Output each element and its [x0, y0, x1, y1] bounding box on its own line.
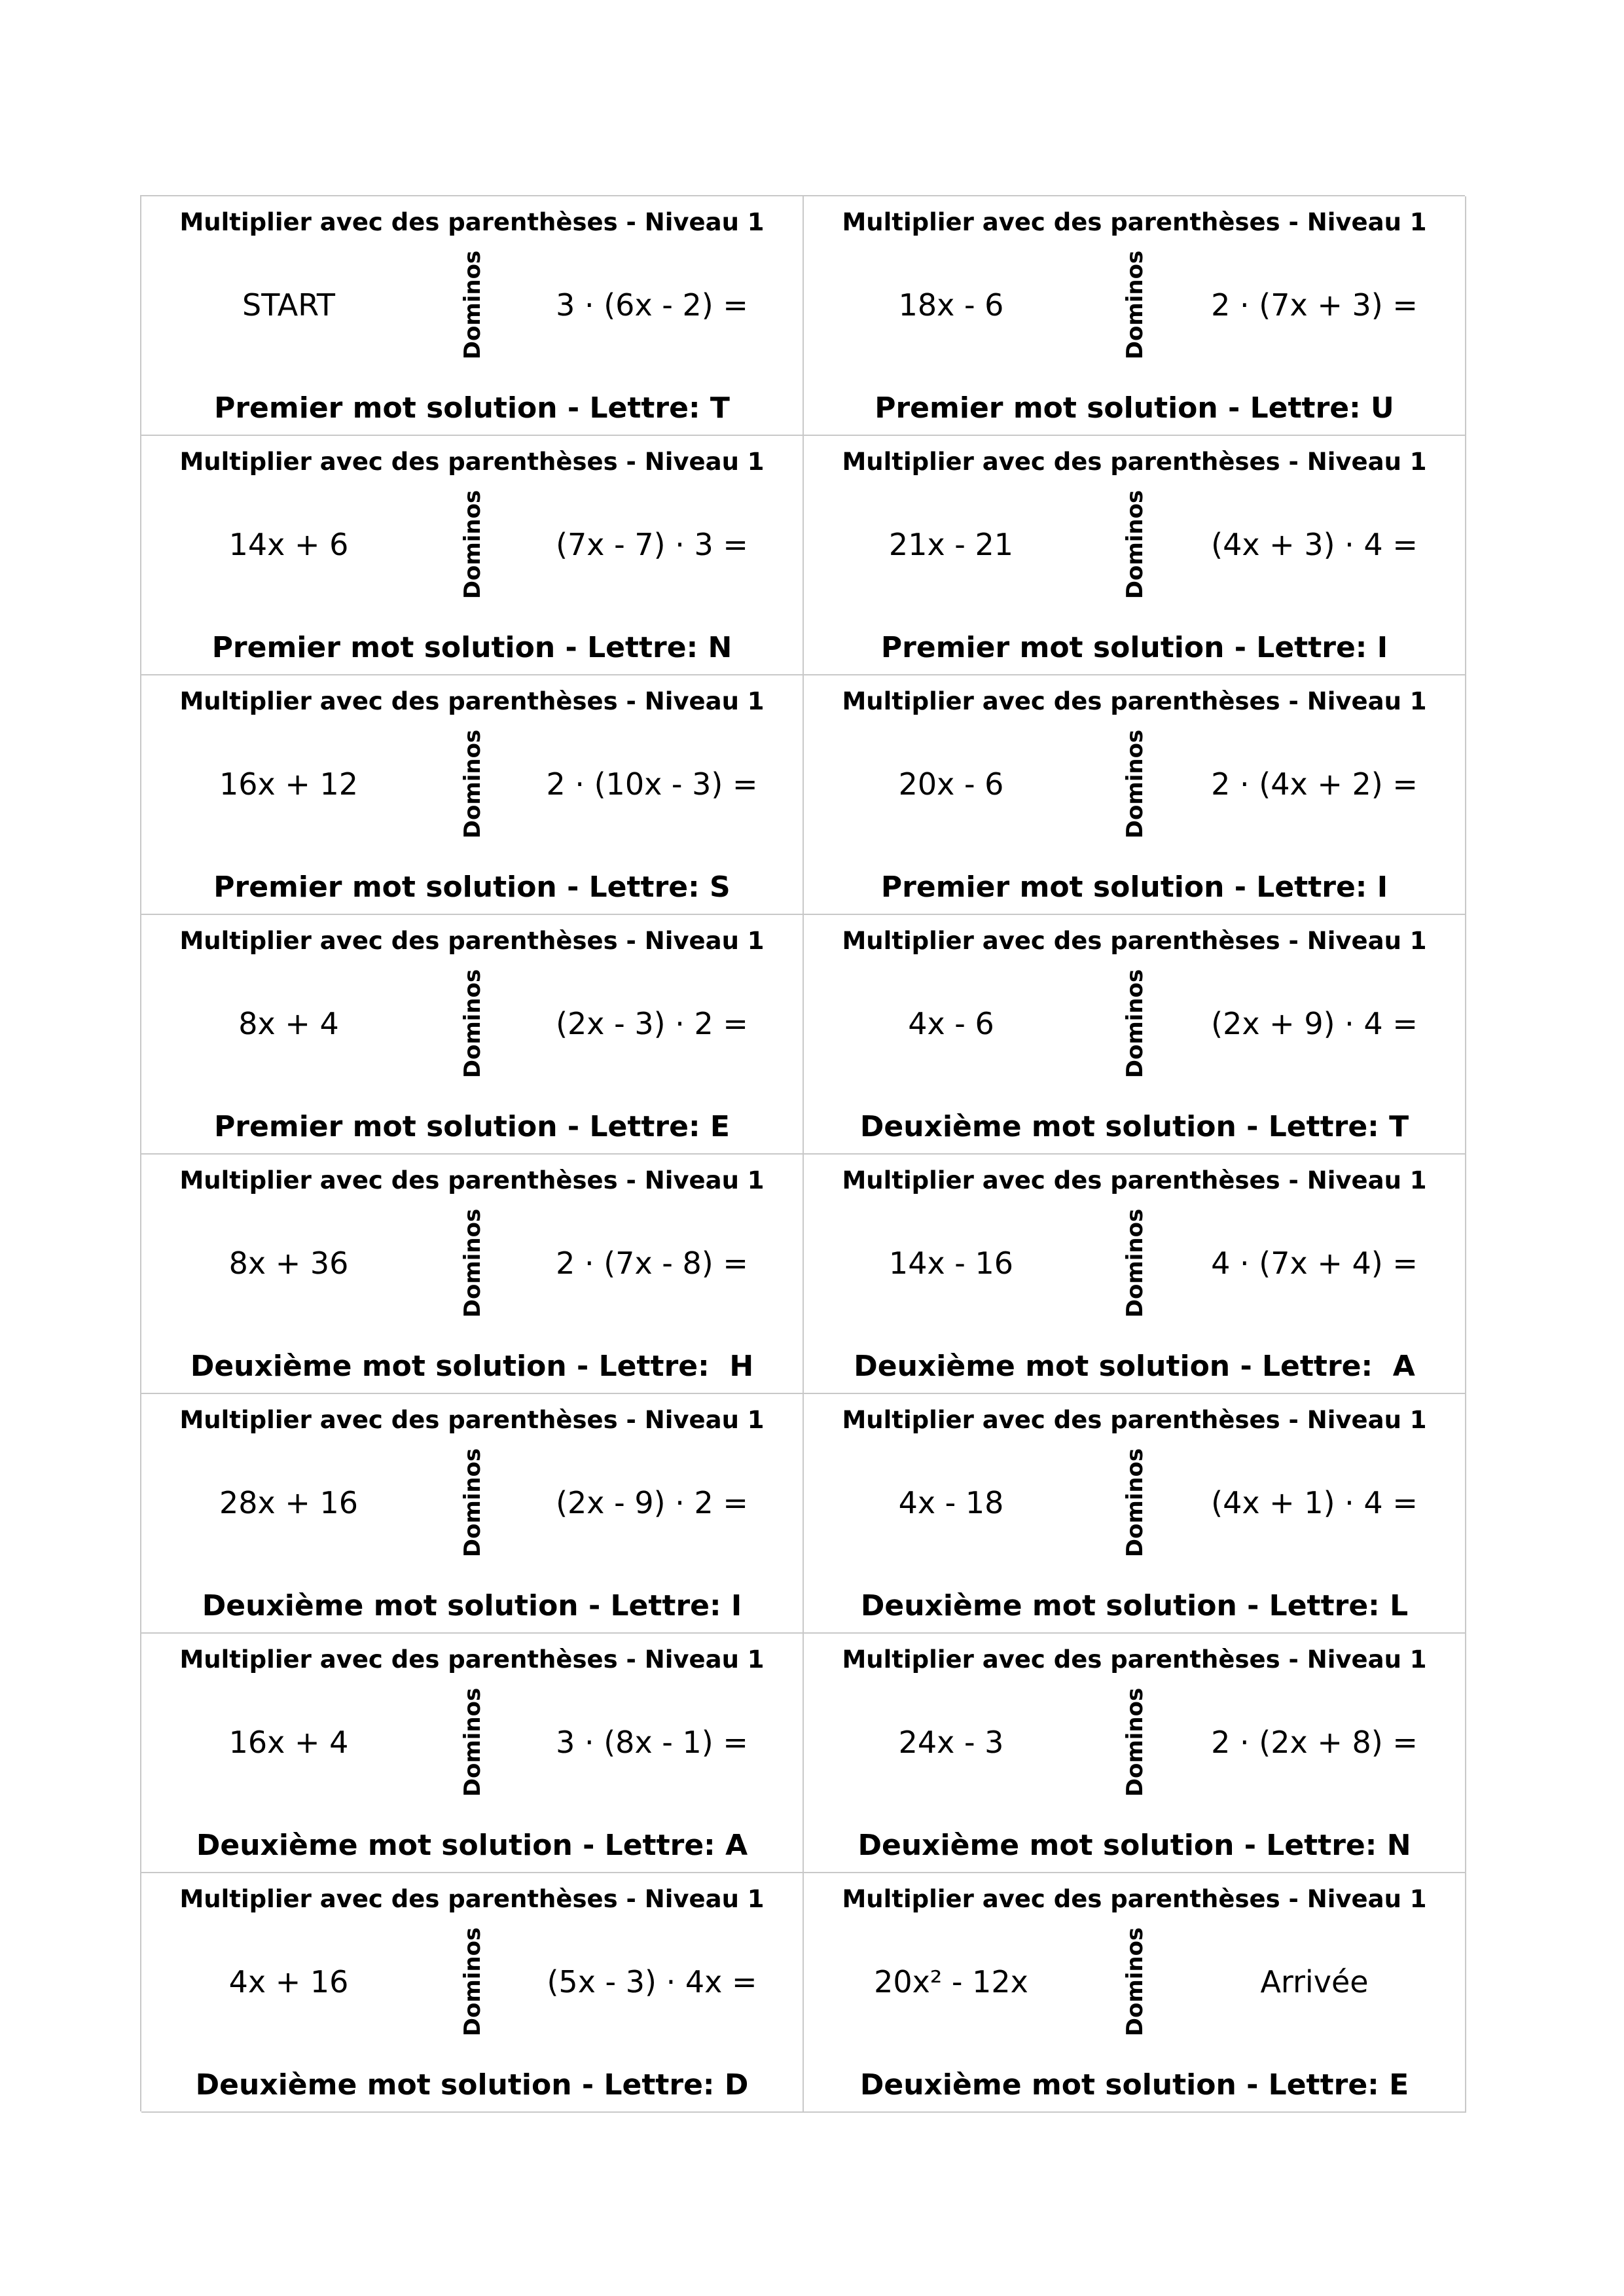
card-solution-letter: Premier mot solution - Lettre: I	[880, 631, 1388, 664]
card-title: Multiplier avec des parenthèses - Niveau 1	[842, 1885, 1427, 1913]
domino-side-text: Dominos	[1122, 729, 1148, 839]
domino-card	[804, 1634, 1466, 1873]
domino-side-text: Dominos	[1122, 1687, 1148, 1797]
card-answer: 16x + 12	[219, 766, 359, 802]
card-question: 4 · (7x + 4) =	[1211, 1246, 1418, 1281]
card-title: Multiplier avec des parenthèses - Niveau 1	[179, 1885, 765, 1913]
card-answer: 8x + 4	[238, 1006, 339, 1041]
card-answer: 28x + 16	[219, 1485, 359, 1520]
domino-side-text: Dominos	[460, 1448, 486, 1558]
card-solution-letter: Premier mot solution - Lettre: N	[211, 631, 732, 664]
domino-side-text: Dominos	[460, 1208, 486, 1318]
domino-side-text: Dominos	[1122, 1448, 1148, 1558]
card-question: 3 · (8x - 1) =	[556, 1725, 748, 1760]
card-title: Multiplier avec des parenthèses - Niveau 1	[842, 687, 1427, 715]
card-answer: 21x - 21	[888, 527, 1014, 562]
card-solution-letter: Deuxième mot solution - Lettre: I	[202, 1589, 742, 1623]
domino-card	[141, 1155, 804, 1394]
card-question: 2 · (2x + 8) =	[1211, 1725, 1418, 1760]
card-solution-letter: Deuxième mot solution - Lettre: N	[857, 1829, 1411, 1862]
card-answer: 20x - 6	[898, 766, 1004, 802]
card-solution-letter: Premier mot solution - Lettre: I	[880, 870, 1388, 904]
domino-side-text: Dominos	[1122, 490, 1148, 600]
domino-card	[804, 196, 1466, 436]
card-question: 2 · (4x + 2) =	[1211, 766, 1418, 802]
domino-side-text: Dominos	[460, 729, 486, 839]
domino-card	[804, 436, 1466, 675]
domino-side-text: Dominos	[460, 1687, 486, 1797]
domino-card	[804, 1873, 1466, 2113]
card-solution-letter: Premier mot solution - Lettre: E	[214, 1110, 730, 1143]
card-title: Multiplier avec des parenthèses - Niveau 1	[842, 448, 1427, 476]
card-solution-letter: Deuxième mot solution - Lettre: A	[196, 1829, 748, 1862]
card-title: Multiplier avec des parenthèses - Niveau 1	[179, 208, 765, 236]
card-question: 2 · (10x - 3) =	[546, 766, 758, 802]
card-title: Multiplier avec des parenthèses - Niveau 1	[179, 1166, 765, 1194]
domino-card	[141, 915, 804, 1155]
card-question: (5x - 3) · 4x =	[547, 1964, 757, 2000]
domino-card	[141, 436, 804, 675]
card-title: Multiplier avec des parenthèses - Niveau 1	[179, 448, 765, 476]
card-question: (2x - 9) · 2 =	[556, 1485, 748, 1520]
card-answer: 4x - 6	[908, 1006, 994, 1041]
domino-side-text: Dominos	[1122, 969, 1148, 1079]
card-question: (4x + 3) · 4 =	[1211, 527, 1418, 562]
domino-card	[141, 1394, 804, 1634]
card-question: 3 · (6x - 2) =	[556, 287, 748, 323]
card-question: (4x + 1) · 4 =	[1211, 1485, 1418, 1520]
card-title: Multiplier avec des parenthèses - Niveau 1	[842, 927, 1427, 955]
card-title: Multiplier avec des parenthèses - Niveau 1	[179, 687, 765, 715]
domino-card	[804, 1155, 1466, 1394]
card-solution-letter: Deuxième mot solution - Lettre: H	[190, 1350, 754, 1383]
card-solution-letter: Deuxième mot solution - Lettre: T	[859, 1110, 1409, 1143]
card-answer: 14x + 6	[228, 527, 349, 562]
domino-side-text: Dominos	[1122, 250, 1148, 360]
card-answer: 16x + 4	[228, 1725, 349, 1760]
domino-side-text: Dominos	[460, 969, 486, 1079]
card-title: Multiplier avec des parenthèses - Niveau 1	[179, 1645, 765, 1674]
card-answer: 14x - 16	[888, 1246, 1014, 1281]
domino-side-text: Dominos	[460, 1927, 486, 2037]
card-title: Multiplier avec des parenthèses - Niveau 1	[179, 1406, 765, 1434]
card-solution-letter: Premier mot solution - Lettre: S	[213, 870, 731, 904]
card-question: (7x - 7) · 3 =	[556, 527, 748, 562]
card-question: (2x + 9) · 4 =	[1211, 1006, 1418, 1041]
card-solution-letter: Deuxième mot solution - Lettre: E	[859, 2068, 1409, 2102]
card-answer: 24x - 3	[898, 1725, 1004, 1760]
card-solution-letter: Premier mot solution - Lettre: T	[214, 391, 730, 425]
card-answer: 4x + 16	[228, 1964, 349, 2000]
card-question: (2x - 3) · 2 =	[556, 1006, 748, 1041]
card-title: Multiplier avec des parenthèses - Niveau 1	[842, 208, 1427, 236]
domino-side-text: Dominos	[460, 490, 486, 600]
domino-card	[141, 196, 804, 436]
card-answer: 18x - 6	[898, 287, 1004, 323]
card-title: Multiplier avec des parenthèses - Niveau 1	[842, 1645, 1427, 1674]
domino-card	[804, 675, 1466, 915]
card-title: Multiplier avec des parenthèses - Niveau 1	[179, 927, 765, 955]
card-solution-letter: Deuxième mot solution - Lettre: A	[854, 1350, 1415, 1383]
domino-card	[141, 675, 804, 915]
card-title: Multiplier avec des parenthèses - Niveau 1	[842, 1166, 1427, 1194]
domino-side-text: Dominos	[460, 250, 486, 360]
card-answer: 20x² - 12x	[874, 1964, 1028, 2000]
card-question: 2 · (7x - 8) =	[556, 1246, 748, 1281]
domino-side-text: Dominos	[1122, 1208, 1148, 1318]
domino-side-text: Dominos	[1122, 1927, 1148, 2037]
domino-card	[141, 1634, 804, 1873]
card-answer: START	[242, 287, 335, 323]
card-question: 2 · (7x + 3) =	[1211, 287, 1418, 323]
domino-card	[804, 1394, 1466, 1634]
domino-card	[141, 1873, 804, 2113]
card-title: Multiplier avec des parenthèses - Niveau 1	[842, 1406, 1427, 1434]
card-question: Arrivée	[1260, 1964, 1369, 2000]
domino-card	[804, 915, 1466, 1155]
card-solution-letter: Deuxième mot solution - Lettre: D	[195, 2068, 749, 2102]
card-answer: 4x - 18	[898, 1485, 1004, 1520]
card-solution-letter: Deuxième mot solution - Lettre: L	[860, 1589, 1409, 1623]
domino-card-sheet	[140, 195, 1465, 2111]
card-solution-letter: Premier mot solution - Lettre: U	[875, 391, 1394, 425]
card-answer: 8x + 36	[228, 1246, 349, 1281]
